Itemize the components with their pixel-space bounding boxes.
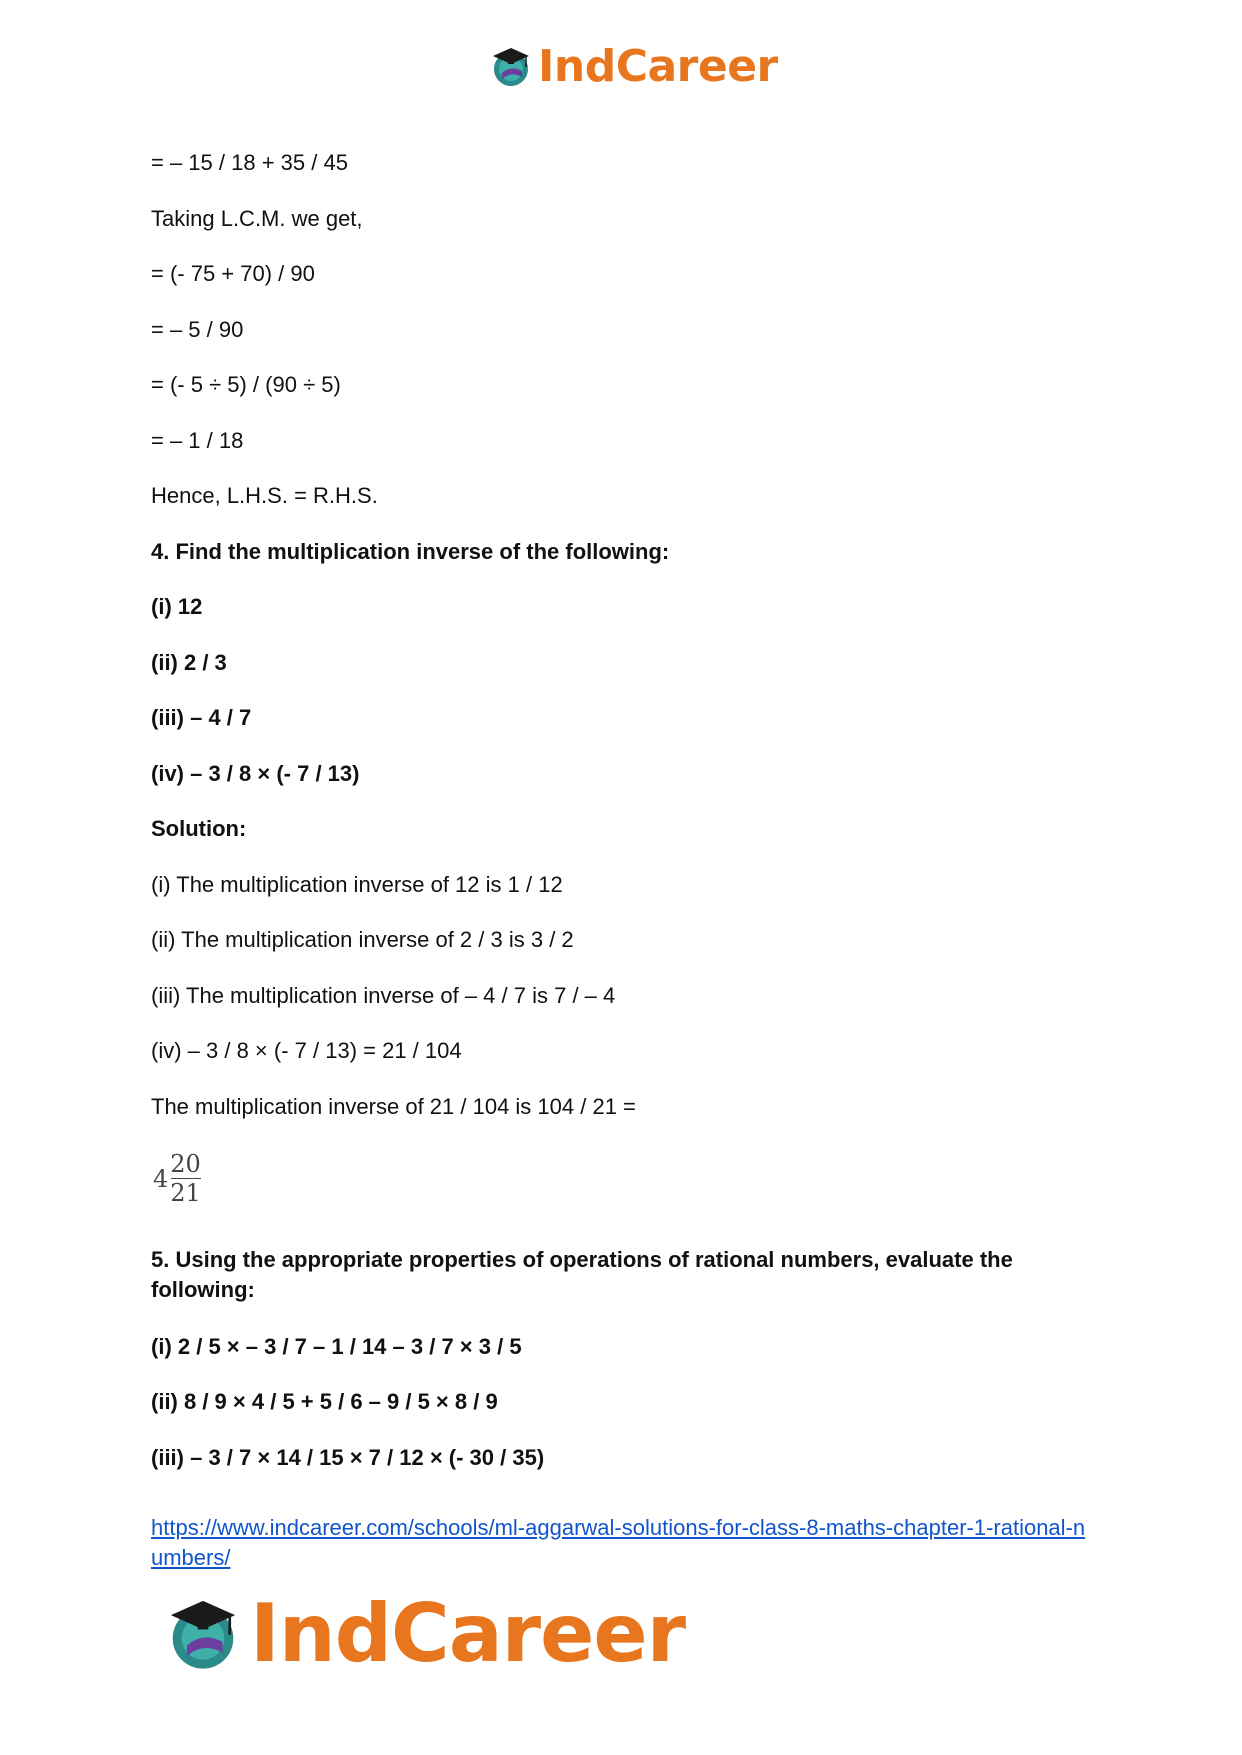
text-line: = – 5 / 90 xyxy=(151,317,244,342)
question-part: (iii) – 3 / 7 × 14 / 15 × 7 / 12 × (- 30 / 35) xyxy=(151,1445,545,1470)
graduation-globe-icon xyxy=(162,1592,244,1674)
answer-line: (iv) – 3 / 8 × (- 7 / 13) = 21 / 104 xyxy=(151,1038,462,1063)
graduation-globe-icon xyxy=(488,43,534,89)
answer-line: (ii) The multiplication inverse of 2 / 3 is 3 / 2 xyxy=(151,927,574,952)
answer-line: The multiplication inverse of 21 / 104 is 104 / 21 = xyxy=(151,1094,636,1119)
logo-wordmark: IndCareer xyxy=(250,1586,686,1680)
text-line: Hence, L.H.S. = R.H.S. xyxy=(151,483,378,508)
text-line: = – 1 / 18 xyxy=(151,428,244,453)
question-heading: 4. Find the multiplication inverse of the following: xyxy=(151,539,670,564)
source-link[interactable]: https://www.indcareer.com/schools/ml-aggarwal-solutions-for-class-8-maths-chapter-1-rational-numbers/ xyxy=(151,1515,1086,1570)
solution-label: Solution: xyxy=(151,816,247,841)
mixed-fraction xyxy=(170,1150,201,1207)
question-part: (ii) 2 / 3 xyxy=(151,650,227,675)
question-part: (iii) – 4 / 7 xyxy=(151,705,252,730)
mixed-number xyxy=(153,1150,201,1207)
text-line: = (- 75 + 70) / 90 xyxy=(151,261,315,286)
question-heading: 5. Using the appropriate properties of operations of rational numbers, evaluate the following: xyxy=(151,1247,1013,1302)
mixed-whole: 4 xyxy=(153,1164,169,1193)
answer-line: (i) The multiplication inverse of 12 is 1 / 12 xyxy=(151,872,563,897)
question-part: (i) 12 xyxy=(151,594,203,619)
answer-line: (iii) The multiplication inverse of – 4 / 7 is 7 / – 4 xyxy=(151,983,616,1008)
fraction-numerator: 20 xyxy=(170,1150,201,1178)
footer-logo xyxy=(162,1588,685,1678)
text-line: Taking L.C.M. we get, xyxy=(151,206,363,231)
question-part: (ii) 8 / 9 × 4 / 5 + 5 / 6 – 9 / 5 × 8 / 9 xyxy=(151,1389,498,1414)
header-logo xyxy=(488,40,778,92)
text-line: = – 15 / 18 + 35 / 45 xyxy=(151,150,348,175)
logo-wordmark: IndCareer xyxy=(538,40,778,92)
fraction-denominator: 21 xyxy=(170,1179,201,1207)
question-part: (iv) – 3 / 8 × (- 7 / 13) xyxy=(151,761,360,786)
question-part: (i) 2 / 5 × – 3 / 7 – 1 / 14 – 3 / 7 × 3 / 5 xyxy=(151,1334,522,1359)
text-line: = (- 5 ÷ 5) / (90 ÷ 5) xyxy=(151,372,341,397)
